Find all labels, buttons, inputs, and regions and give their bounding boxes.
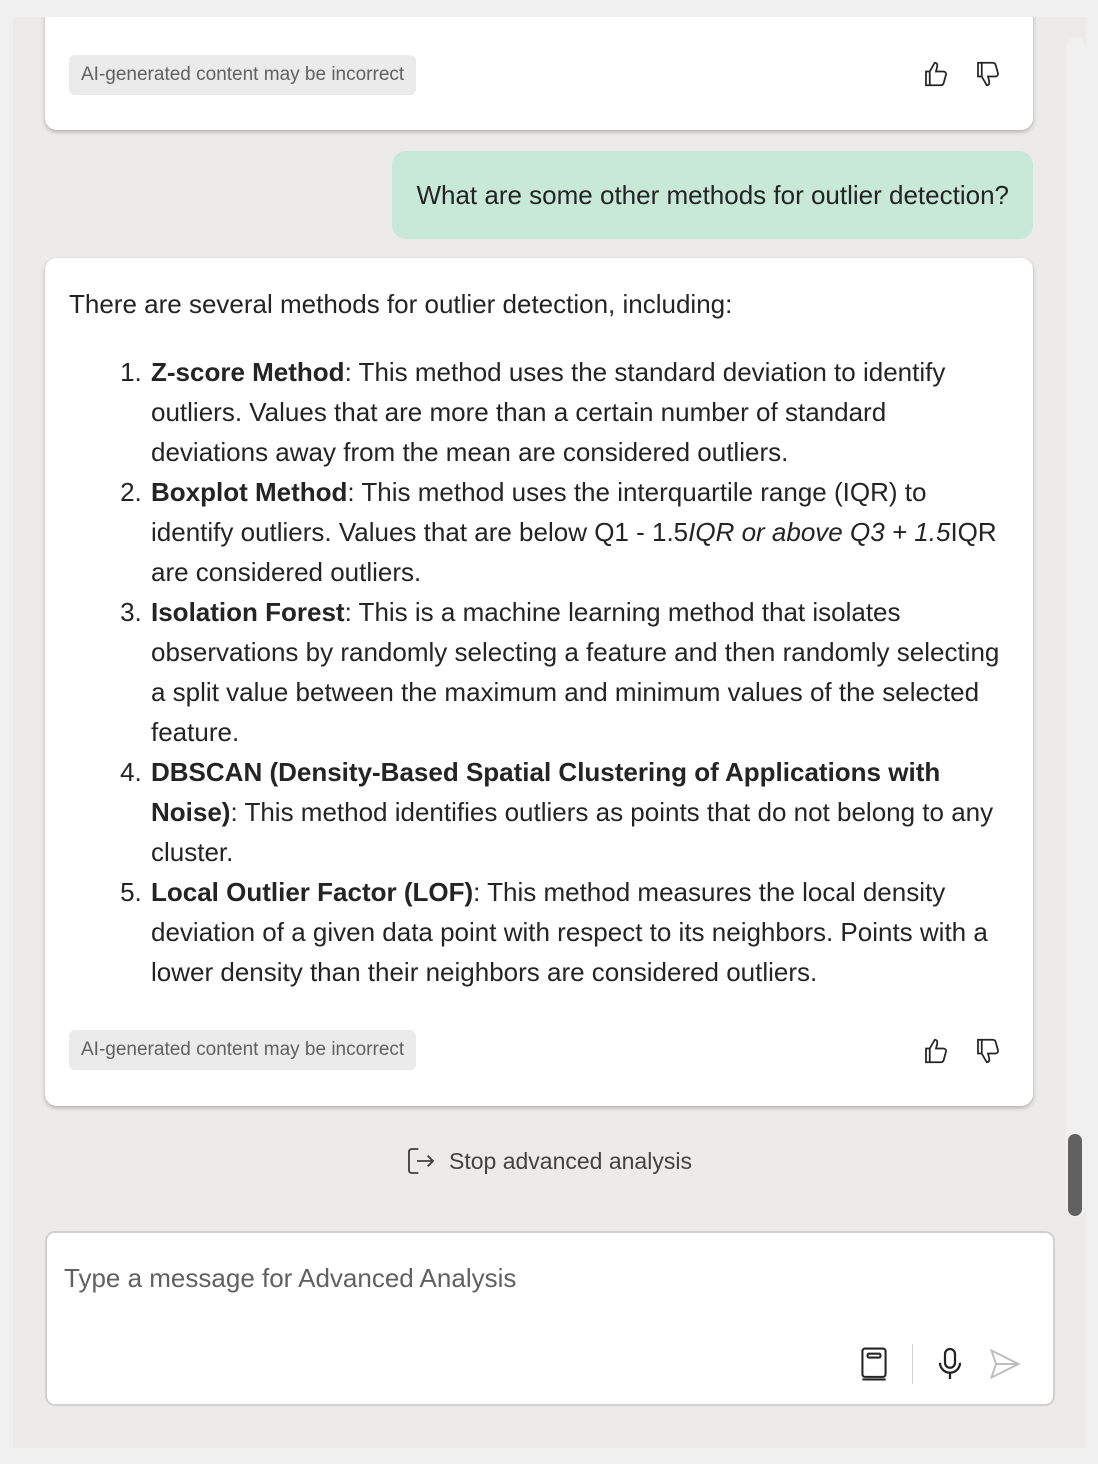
item-text: : This method measures the local density deviation of a given data point with respect to its neighbors. Points with a lower density than their neighbors are considered outliers. <box>151 877 988 987</box>
microphone-icon[interactable] <box>935 1346 965 1382</box>
scrollbar-thumb[interactable] <box>1068 1134 1082 1216</box>
item-text: : This method identifies outliers as points that do not belong to any cluster. <box>151 797 994 867</box>
ai-disclaimer-badge: AI-generated content may be incorrect <box>69 55 416 95</box>
item-title: Boxplot Method <box>151 477 348 507</box>
list-item <box>149 752 1009 872</box>
item-title: DBSCAN (Density-Based Spatial Clustering of Applications with Noise) <box>151 757 941 827</box>
list-item <box>149 592 1009 752</box>
item-title: Isolation Forest <box>151 597 345 627</box>
list-item <box>149 352 1009 472</box>
book-icon[interactable] <box>858 1346 890 1382</box>
response-intro: There are several methods for outlier detection, including: <box>69 289 733 319</box>
item-title: Z-score Method <box>151 357 345 387</box>
stop-label: Stop advanced analysis <box>449 1147 692 1174</box>
thumbs-down-icon[interactable] <box>973 1036 1003 1066</box>
thumbs-down-icon[interactable] <box>973 59 1003 89</box>
chat-panel <box>13 17 1086 1448</box>
item-text: : This is a machine learning method that isolates observations by randomly selecting a feature and then randomly selecting a split value between the maximum and minimum values of the selected feature. <box>151 597 1000 747</box>
thumbs-up-icon[interactable] <box>921 1036 951 1066</box>
send-icon[interactable] <box>987 1346 1023 1382</box>
scrollbar-track[interactable] <box>1066 37 1086 1217</box>
divider <box>912 1344 913 1384</box>
item-title: Local Outlier Factor (LOF) <box>151 877 474 907</box>
message-input[interactable] <box>45 1231 1055 1406</box>
response-card <box>45 258 1033 1106</box>
item-italic-text: IQR or above Q3 + 1.5 <box>688 517 951 547</box>
ai-disclaimer-badge: AI-generated content may be incorrect <box>69 1030 416 1070</box>
stop-advanced-analysis-button[interactable] <box>405 1145 692 1177</box>
exit-icon <box>405 1145 437 1177</box>
list-item <box>149 872 1009 992</box>
message-placeholder: Type a message for Advanced Analysis <box>64 1263 517 1293</box>
item-text: : This method uses the interquartile range (IQR) to identify outliers. Values that are below Q1 - 1.5 <box>151 477 927 547</box>
user-message-bubble: What are some other methods for outlier detection? <box>392 151 1033 239</box>
previous-response-card <box>45 17 1033 130</box>
item-text: : This method uses the standard deviation to identify outliers. Values that are more than a certain number of standard deviations away from the mean are considered outliers. <box>151 357 946 467</box>
thumbs-up-icon[interactable] <box>921 59 951 89</box>
list-item <box>149 472 1009 592</box>
methods-list <box>69 352 1009 992</box>
item-text: IQR are considered outliers. <box>151 517 997 587</box>
